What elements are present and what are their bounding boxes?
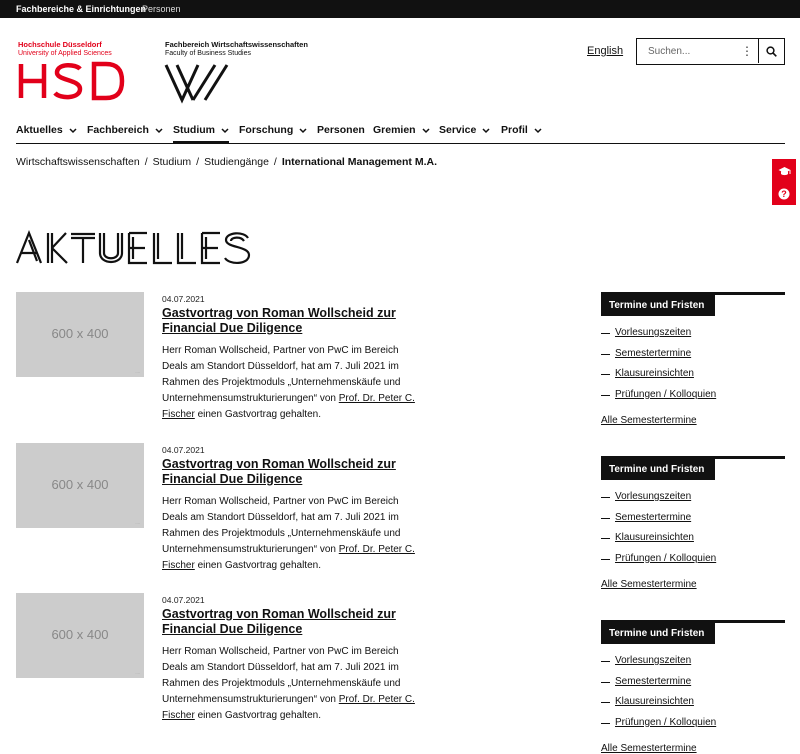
chevron-down-icon	[422, 128, 430, 133]
list-item	[601, 676, 785, 697]
deadlines-box-title: Termine und Fristen	[601, 295, 715, 316]
nav-item-forschung[interactable]	[239, 124, 307, 136]
news-image-placeholder[interactable]	[16, 593, 144, 678]
deadlines-list	[601, 491, 785, 573]
image-size-label: 600 x 400	[51, 326, 109, 341]
deadline-link[interactable]: Klausureinsichten	[615, 696, 694, 707]
list-item	[601, 348, 785, 369]
university-logo[interactable]	[18, 40, 124, 100]
news-date: 04.07.2021	[162, 595, 205, 605]
nav-item-profil[interactable]	[501, 124, 542, 136]
deadline-link[interactable]: Prüfungen / Kolloquien	[615, 388, 717, 400]
deadlines-box-header	[601, 456, 785, 480]
image-size-label: 600 x 400	[51, 627, 109, 642]
graduation-cap-icon[interactable]	[772, 160, 796, 183]
news-title-link[interactable]: Gastvortrag von Roman Wollscheid zur Financial Due Diligence	[162, 306, 396, 335]
top-bar	[0, 0, 800, 18]
nav-item-service[interactable]	[439, 124, 490, 136]
svg-text:?: ?	[781, 188, 787, 199]
university-subtitle: University of Applied Sciences	[18, 50, 112, 57]
news-teaser-tail: einen Gastvortrag gehalten.	[194, 409, 321, 420]
news-item	[16, 292, 576, 432]
news-teaser-text: Herr Roman Wollscheid, Partner von PwC im Bereich Deals am Standort Düsseldorf, hat am 7. Juli 2021 im Rahmen des Projektmoduls „Unternehmenskäufe und Unternehmensumstrukturierungen“ von	[162, 646, 401, 705]
deadlines-list	[601, 327, 785, 409]
deadline-link[interactable]: Vorlesungszeiten	[615, 491, 692, 502]
hsd-wordmark	[18, 62, 124, 100]
nav-item-studium[interactable]	[173, 124, 229, 136]
nav-item-fachbereich[interactable]	[87, 124, 163, 136]
list-item	[601, 327, 785, 348]
news-image-placeholder[interactable]	[16, 443, 144, 528]
breadcrumb-item[interactable]: Studiengänge	[204, 156, 269, 168]
image-size-label: 600 x 400	[51, 477, 109, 492]
all-dates-link[interactable]: Alle Semestertermine	[601, 579, 697, 590]
deadline-link[interactable]: Prüfungen / Kolloquien	[615, 552, 717, 564]
list-item	[601, 696, 785, 717]
nav-item-label: Forschung	[239, 124, 294, 136]
breadcrumb-current: International Management M.A.	[281, 156, 438, 168]
breadcrumb-separator: /	[273, 156, 277, 168]
news-title-link[interactable]: Gastvortrag von Roman Wollscheid zur Financial Due Diligence	[162, 607, 396, 636]
news-item	[16, 443, 576, 583]
image-credit-mark: ····	[135, 672, 140, 676]
breadcrumb-item[interactable]: Wirtschaftswissenschaften	[16, 156, 140, 168]
news-teaser-text: Herr Roman Wollscheid, Partner von PwC im Bereich Deals am Standort Düsseldorf, hat am 7. Juli 2021 im Rahmen des Projektmoduls „Unternehmenskäufe und Unternehmensumstrukturierungen“ von	[162, 496, 401, 555]
chevron-down-icon	[482, 128, 490, 133]
breadcrumb-separator: /	[196, 156, 200, 168]
search-button[interactable]	[758, 39, 784, 63]
list-item	[601, 655, 785, 676]
breadcrumb-item[interactable]: Studium	[152, 156, 192, 168]
search-input[interactable]	[637, 39, 757, 63]
news-teaser	[162, 494, 424, 574]
language-switch-link[interactable]: English	[587, 45, 624, 57]
news-date: 04.07.2021	[162, 294, 205, 304]
deadlines-box-title: Termine und Fristen	[601, 459, 715, 480]
search-icon	[766, 46, 777, 57]
chevron-down-icon	[534, 128, 542, 133]
deadline-link[interactable]: Vorlesungszeiten	[615, 327, 692, 338]
list-item	[601, 389, 785, 410]
faculty-name: Fachbereich Wirtschaftswissenschaften	[165, 40, 308, 49]
deadlines-list	[601, 655, 785, 737]
image-credit-mark: ····	[135, 522, 140, 526]
news-date: 04.07.2021	[162, 445, 205, 455]
chevron-down-icon	[155, 128, 163, 133]
deadlines-box	[601, 456, 785, 590]
deadline-link[interactable]: Semestertermine	[615, 675, 692, 687]
deadlines-box	[601, 620, 785, 754]
breadcrumb-separator: /	[144, 156, 148, 168]
deadline-link[interactable]: Prüfungen / Kolloquien	[615, 716, 717, 728]
topbar-link-faculties[interactable]: Fachbereiche & Einrichtungen	[16, 4, 147, 14]
nav-item-label: Studium	[173, 124, 215, 136]
deadline-link[interactable]: Vorlesungszeiten	[615, 655, 692, 666]
list-item	[601, 512, 785, 533]
news-item	[16, 593, 576, 733]
nav-item-aktuelles[interactable]	[16, 124, 77, 136]
news-author-link[interactable]: Prof. Dr. Peter C. Fischer	[162, 393, 415, 420]
image-credit-mark: ····	[135, 371, 140, 375]
nav-item-label: Gremien	[373, 124, 416, 136]
news-teaser	[162, 343, 424, 423]
list-item	[601, 553, 785, 574]
deadline-link[interactable]: Klausureinsichten	[615, 368, 694, 379]
breadcrumb	[16, 156, 437, 168]
chevron-down-icon	[299, 128, 307, 133]
nav-item-label: Aktuelles	[16, 124, 63, 136]
page-heading	[16, 232, 256, 269]
news-author-link[interactable]: Prof. Dr. Peter C. Fischer	[162, 544, 415, 571]
news-image-placeholder[interactable]	[16, 292, 144, 377]
deadlines-box	[601, 292, 785, 426]
all-dates-link[interactable]: Alle Semestertermine	[601, 743, 697, 754]
deadline-link[interactable]: Klausureinsichten	[615, 532, 694, 543]
deadline-link[interactable]: Semestertermine	[615, 511, 692, 523]
deadlines-box-header	[601, 292, 785, 316]
w-logo-icon	[165, 64, 231, 102]
list-item	[601, 717, 785, 738]
news-teaser-tail: einen Gastvortrag gehalten.	[194, 560, 321, 571]
list-item	[601, 532, 785, 553]
faculty-subtitle: Faculty of Business Studies	[165, 50, 251, 57]
faculty-logo[interactable]	[165, 40, 308, 102]
topbar-link-persons[interactable]: Personen	[142, 4, 181, 14]
list-item	[601, 368, 785, 389]
deadlines-box-title: Termine und Fristen	[601, 623, 715, 644]
university-name: Hochschule Düsseldorf	[18, 40, 102, 49]
news-teaser-text: Herr Roman Wollscheid, Partner von PwC im Bereich Deals am Standort Düsseldorf, hat am 7. Juli 2021 im Rahmen des Projektmoduls „Unternehmenskäufe und Unternehmensumstrukturierungen“ von	[162, 345, 401, 404]
news-teaser	[162, 644, 424, 724]
deadline-link[interactable]: Semestertermine	[615, 347, 692, 359]
chevron-down-icon	[221, 128, 229, 133]
nav-item-label: Personen	[317, 124, 365, 136]
help-icon[interactable]	[772, 182, 796, 205]
news-title-link[interactable]: Gastvortrag von Roman Wollscheid zur Financial Due Diligence	[162, 457, 396, 486]
nav-item-label: Profil	[501, 124, 528, 136]
news-author-link[interactable]: Prof. Dr. Peter C. Fischer	[162, 694, 415, 721]
news-teaser-tail: einen Gastvortrag gehalten.	[194, 710, 321, 721]
nav-item-personen[interactable]	[317, 124, 365, 136]
search-box	[636, 38, 785, 65]
side-quick-links	[772, 159, 796, 205]
all-dates-link[interactable]: Alle Semestertermine	[601, 415, 697, 426]
search-options-icon[interactable]: ⋮	[741, 44, 753, 58]
main-nav	[16, 122, 785, 144]
nav-item-gremien[interactable]	[373, 124, 430, 136]
nav-item-label: Fachbereich	[87, 124, 149, 136]
chevron-down-icon	[69, 128, 77, 133]
nav-item-label: Service	[439, 124, 477, 136]
deadlines-box-header	[601, 620, 785, 644]
list-item	[601, 491, 785, 512]
page-heading-graphic	[16, 232, 256, 264]
